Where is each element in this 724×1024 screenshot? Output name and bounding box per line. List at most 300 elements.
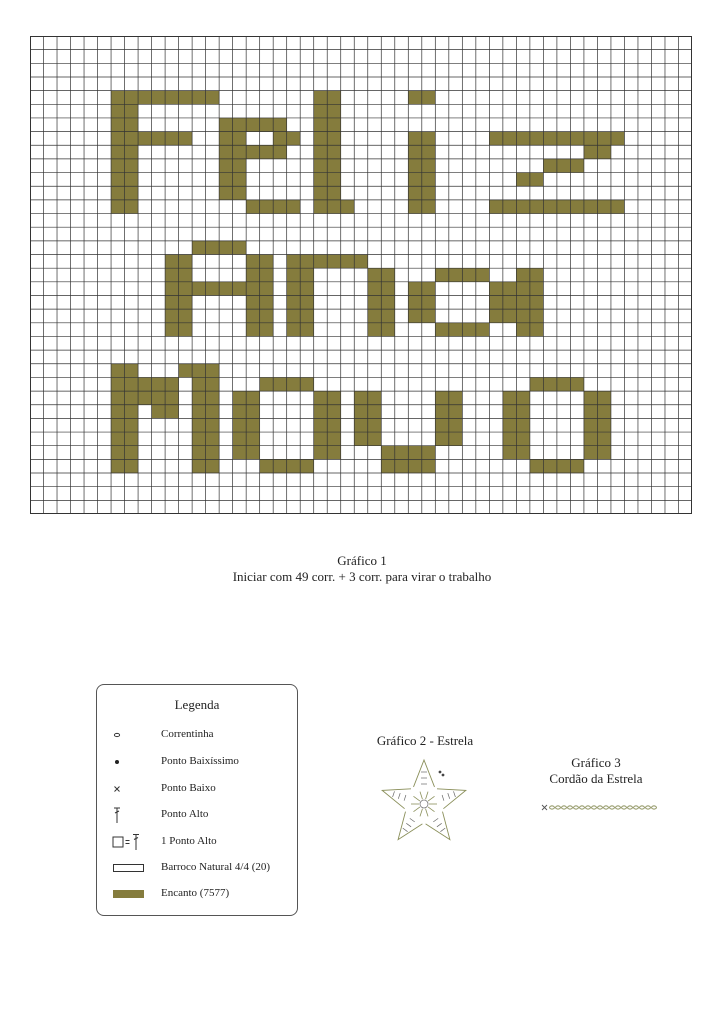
filled-cell	[327, 255, 341, 269]
filled-cell	[422, 446, 436, 460]
filled-cell	[138, 391, 152, 405]
filled-cell	[287, 268, 301, 282]
filled-cell	[273, 145, 287, 159]
filled-cell	[287, 282, 301, 296]
filled-cell	[125, 391, 139, 405]
graphic-1-title: Gráfico 1	[337, 553, 387, 568]
filled-cell	[152, 91, 166, 105]
filled-cell	[489, 295, 503, 309]
cord-chain-stitch	[556, 806, 561, 809]
filled-cell	[192, 405, 206, 419]
filled-cell	[125, 173, 139, 187]
filled-cell	[314, 118, 328, 132]
filled-cell	[111, 364, 125, 378]
filled-cell	[381, 282, 395, 296]
filled-cell	[287, 255, 301, 269]
filled-cell	[233, 418, 247, 432]
filled-cell	[503, 309, 517, 323]
filled-cell	[246, 405, 260, 419]
filled-cell	[165, 377, 179, 391]
filled-cell	[530, 309, 544, 323]
point-stitch	[398, 793, 400, 799]
filled-cell	[206, 446, 220, 460]
cord-chain-stitch	[640, 806, 645, 809]
filled-cell	[111, 91, 125, 105]
filled-cell	[327, 118, 341, 132]
filled-cell	[354, 255, 368, 269]
filled-cell	[219, 282, 233, 296]
filled-cell	[314, 432, 328, 446]
filled-cell	[179, 268, 193, 282]
filled-cell	[300, 255, 314, 269]
filled-cell	[300, 459, 314, 473]
filled-cell	[125, 418, 139, 432]
filled-cell	[273, 377, 287, 391]
filled-cell	[125, 200, 139, 214]
filled-cell	[368, 405, 382, 419]
filled-cell	[165, 309, 179, 323]
filled-cell	[125, 118, 139, 132]
filled-cell	[260, 459, 274, 473]
filled-cell	[516, 391, 530, 405]
filled-cell	[570, 459, 584, 473]
filled-cell	[516, 282, 530, 296]
point-stitch	[393, 791, 395, 797]
filled-cell	[422, 200, 436, 214]
filled-cell	[192, 432, 206, 446]
filled-cell	[570, 159, 584, 173]
star-point	[437, 789, 466, 809]
filled-cell	[314, 391, 328, 405]
filled-cell	[246, 446, 260, 460]
filled-cell	[597, 418, 611, 432]
filled-cell	[327, 405, 341, 419]
filled-cell	[233, 132, 247, 146]
filled-cell	[219, 159, 233, 173]
filled-cell	[422, 145, 436, 159]
filled-cell	[408, 295, 422, 309]
filled-cell	[246, 268, 260, 282]
filled-cell	[476, 323, 490, 337]
filled-cell	[111, 405, 125, 419]
point-stitch	[448, 793, 450, 799]
filled-cell	[449, 268, 463, 282]
cord-chain-stitch	[628, 806, 633, 809]
filled-cell	[314, 200, 328, 214]
inner-stitch	[426, 792, 428, 800]
graphic-1-instructions: Iniciar com 49 corr. + 3 corr. para virar o trabalho	[232, 569, 492, 584]
filled-cell	[516, 309, 530, 323]
filled-cell	[273, 132, 287, 146]
filled-cell	[314, 418, 328, 432]
filled-cell	[246, 118, 260, 132]
legend-item-chain	[109, 726, 294, 744]
point-stitch	[433, 818, 438, 822]
filled-cell	[165, 132, 179, 146]
filled-cell	[503, 446, 517, 460]
filled-cell	[435, 323, 449, 337]
filled-cell	[125, 132, 139, 146]
filled-cell	[516, 268, 530, 282]
point-stitch	[437, 823, 442, 827]
filled-cell	[584, 446, 598, 460]
filled-cell	[516, 173, 530, 187]
filled-cell	[557, 200, 571, 214]
filled-cell	[206, 418, 220, 432]
filled-cell	[260, 323, 274, 337]
filled-cell	[233, 145, 247, 159]
filled-cell	[192, 418, 206, 432]
point-stitch	[454, 791, 456, 797]
filled-cell	[557, 459, 571, 473]
point-stitch	[410, 818, 415, 822]
filled-cell	[422, 91, 436, 105]
filled-cell	[192, 282, 206, 296]
legend-label-double-crochet: Ponto Alto	[161, 808, 209, 820]
legend-item-square-dc	[109, 833, 294, 851]
filled-cell	[435, 405, 449, 419]
legend-item-single-crochet	[109, 780, 294, 798]
filled-cell	[530, 295, 544, 309]
filled-cell	[300, 309, 314, 323]
filled-cell	[530, 173, 544, 187]
filled-cell	[233, 118, 247, 132]
filled-cell	[287, 459, 301, 473]
filled-cell	[165, 391, 179, 405]
filled-cell	[368, 418, 382, 432]
filled-cell	[503, 200, 517, 214]
filled-cell	[530, 323, 544, 337]
filled-cell	[314, 91, 328, 105]
filled-cell	[111, 159, 125, 173]
filled-cell	[327, 418, 341, 432]
filled-cell	[597, 391, 611, 405]
filled-cell	[449, 405, 463, 419]
filled-cell	[584, 405, 598, 419]
filled-cell	[260, 309, 274, 323]
filled-cell	[381, 459, 395, 473]
filled-cell	[219, 241, 233, 255]
filled-cell	[408, 459, 422, 473]
filled-cell	[489, 282, 503, 296]
star-cord-diagram	[540, 801, 660, 815]
filled-cell	[233, 391, 247, 405]
filled-cell	[233, 432, 247, 446]
center-ring	[420, 800, 428, 808]
filled-cell	[111, 377, 125, 391]
filled-cell	[327, 159, 341, 173]
filled-cell	[125, 364, 139, 378]
filled-cell	[192, 364, 206, 378]
filled-cell	[233, 159, 247, 173]
legend-title: Legenda	[174, 697, 220, 712]
filled-cell	[327, 186, 341, 200]
filled-cell	[165, 323, 179, 337]
filled-cell	[300, 295, 314, 309]
filled-cell	[435, 418, 449, 432]
filled-cell	[314, 104, 328, 118]
filled-cell	[368, 295, 382, 309]
filled-cell	[341, 200, 355, 214]
olive-yarn-swatch-icon	[109, 885, 149, 903]
cord-chain-stitch	[652, 806, 657, 809]
filled-cell	[314, 255, 328, 269]
filled-cell	[408, 446, 422, 460]
filled-cell	[543, 132, 557, 146]
legend-label-slip-stitch: Ponto Baixíssimo	[161, 755, 239, 767]
filled-cell	[300, 377, 314, 391]
filled-cell	[327, 104, 341, 118]
filled-cell	[246, 282, 260, 296]
filled-cell	[152, 377, 166, 391]
cord-chain-stitch	[622, 806, 627, 809]
filled-cell	[111, 459, 125, 473]
square-equals-double-crochet-icon	[109, 833, 149, 851]
filled-cell	[408, 186, 422, 200]
filled-cell	[179, 282, 193, 296]
filled-cell	[395, 459, 409, 473]
cord-start-stitch	[542, 805, 547, 810]
filled-cell	[192, 241, 206, 255]
filled-cell	[179, 364, 193, 378]
filled-cell	[165, 282, 179, 296]
filled-cell	[300, 323, 314, 337]
filled-cell	[570, 132, 584, 146]
filled-cell	[408, 91, 422, 105]
filled-cell	[341, 255, 355, 269]
inner-stitch	[420, 792, 422, 800]
filled-cell	[327, 200, 341, 214]
filled-cell	[368, 391, 382, 405]
filled-cell	[111, 418, 125, 432]
filled-cell	[152, 391, 166, 405]
filled-cell	[543, 200, 557, 214]
filled-cell	[246, 200, 260, 214]
cord-chain-stitch	[598, 806, 603, 809]
filled-cell	[489, 200, 503, 214]
filled-cell	[314, 186, 328, 200]
filled-cell	[381, 446, 395, 460]
filled-cell	[219, 145, 233, 159]
white-yarn-swatch-icon	[109, 859, 149, 877]
filled-cell	[206, 391, 220, 405]
cord-chain-stitch	[604, 806, 609, 809]
filled-cell	[422, 295, 436, 309]
filled-cell	[260, 200, 274, 214]
cord-chain-stitch	[592, 806, 597, 809]
filled-cell	[422, 159, 436, 173]
filled-cell	[530, 200, 544, 214]
filled-cell	[557, 159, 571, 173]
filled-cell	[165, 91, 179, 105]
inner-stitch	[420, 809, 422, 817]
filled-cell	[246, 255, 260, 269]
filled-cell	[165, 405, 179, 419]
legend-item-natural-yarn	[109, 859, 294, 877]
filled-cell	[489, 132, 503, 146]
slip-stitch-icon	[109, 753, 149, 771]
filled-cell	[449, 418, 463, 432]
inner-stitch	[428, 807, 434, 812]
filled-cell	[179, 295, 193, 309]
point-stitch	[442, 795, 444, 801]
filled-cell	[435, 268, 449, 282]
filled-cell	[179, 309, 193, 323]
filled-cell	[408, 132, 422, 146]
cord-chain-stitch	[616, 806, 621, 809]
filled-cell	[368, 282, 382, 296]
filled-cell	[368, 268, 382, 282]
filled-cell	[219, 118, 233, 132]
inner-stitch	[426, 809, 428, 817]
filled-cell	[246, 432, 260, 446]
filled-cell	[219, 132, 233, 146]
filled-cell	[219, 186, 233, 200]
legend-item-double-crochet	[109, 806, 294, 824]
filled-cell	[152, 405, 166, 419]
filled-cell	[543, 377, 557, 391]
filled-cell	[597, 432, 611, 446]
point-stitch	[403, 828, 408, 832]
star-motif-diagram	[374, 756, 474, 852]
graphic-3-title: Gráfico 3	[571, 755, 621, 770]
filled-cell	[449, 432, 463, 446]
filled-cell	[246, 323, 260, 337]
filled-cell	[530, 377, 544, 391]
filled-cell	[260, 295, 274, 309]
filled-cell	[422, 282, 436, 296]
cord-chain-stitch	[574, 806, 579, 809]
filled-cell	[408, 309, 422, 323]
filled-cell	[165, 255, 179, 269]
filled-cell	[206, 405, 220, 419]
filled-cell	[314, 173, 328, 187]
filled-cell	[300, 268, 314, 282]
filled-cell	[503, 391, 517, 405]
double-crochet-icon	[109, 806, 149, 824]
filled-cell	[422, 132, 436, 146]
filled-cell	[192, 377, 206, 391]
filled-cell	[584, 132, 598, 146]
filled-cell	[449, 323, 463, 337]
filled-cell	[597, 200, 611, 214]
filled-cell	[584, 432, 598, 446]
filled-cell	[138, 91, 152, 105]
filled-cell	[611, 200, 625, 214]
filled-cell	[206, 91, 220, 105]
slip-stitch-mark	[442, 774, 445, 777]
single-crochet-icon	[109, 780, 149, 798]
filled-cell	[354, 418, 368, 432]
filled-cell	[489, 309, 503, 323]
inner-stitch	[413, 796, 419, 801]
filled-cell	[435, 432, 449, 446]
filled-cell	[422, 186, 436, 200]
filled-cell	[138, 132, 152, 146]
filled-cell	[516, 405, 530, 419]
filled-cell	[584, 391, 598, 405]
filled-cell	[287, 309, 301, 323]
legend-label-single-crochet: Ponto Baixo	[161, 782, 216, 794]
filled-cell	[125, 432, 139, 446]
filled-cell	[314, 145, 328, 159]
filled-cell	[449, 391, 463, 405]
filled-cell	[516, 418, 530, 432]
filled-cell	[516, 432, 530, 446]
filled-cell	[192, 446, 206, 460]
filled-cell	[111, 132, 125, 146]
filled-cell	[503, 132, 517, 146]
filled-cell	[111, 186, 125, 200]
filled-cell	[327, 173, 341, 187]
point-stitch	[406, 823, 411, 827]
filled-cell	[273, 200, 287, 214]
filled-cell	[111, 104, 125, 118]
legend-box	[96, 684, 298, 916]
filled-cell	[233, 446, 247, 460]
filled-cell	[422, 459, 436, 473]
filled-cell	[327, 446, 341, 460]
filled-cell	[422, 173, 436, 187]
star-point	[414, 760, 435, 787]
filled-cell	[233, 173, 247, 187]
legend-item-slip-stitch	[109, 753, 294, 771]
filled-cell	[111, 432, 125, 446]
filled-cell	[516, 132, 530, 146]
cord-chain-stitch	[634, 806, 639, 809]
legend-label-square-dc: 1 Ponto Alto	[161, 835, 217, 847]
filled-cell	[152, 132, 166, 146]
filled-cell	[462, 268, 476, 282]
filled-cell	[111, 145, 125, 159]
filled-cell	[516, 295, 530, 309]
filled-cell	[584, 418, 598, 432]
filled-cell	[246, 418, 260, 432]
filled-cell	[570, 200, 584, 214]
filled-cell	[260, 377, 274, 391]
filled-cell	[611, 132, 625, 146]
filled-cell	[476, 268, 490, 282]
inner-stitch	[428, 796, 434, 801]
filled-cell	[408, 145, 422, 159]
crochet-grid-chart	[30, 36, 692, 514]
filled-cell	[543, 159, 557, 173]
filled-cell	[111, 173, 125, 187]
cord-chain-stitch	[562, 806, 567, 809]
filled-cell	[125, 145, 139, 159]
filled-cell	[408, 159, 422, 173]
filled-cell	[381, 295, 395, 309]
filled-cell	[192, 459, 206, 473]
filled-cell	[125, 186, 139, 200]
star-point	[426, 812, 450, 840]
cord-chain-stitch	[568, 806, 573, 809]
filled-cell	[503, 295, 517, 309]
filled-cell	[327, 132, 341, 146]
filled-cell	[260, 118, 274, 132]
filled-cell	[206, 377, 220, 391]
cord-chain-stitch	[610, 806, 615, 809]
filled-cell	[287, 323, 301, 337]
filled-cell	[206, 459, 220, 473]
filled-cell	[503, 418, 517, 432]
filled-cell	[125, 459, 139, 473]
point-stitch	[404, 795, 406, 801]
filled-cell	[125, 104, 139, 118]
filled-cell	[314, 159, 328, 173]
filled-cell	[597, 446, 611, 460]
legend-item-olive-yarn	[109, 885, 294, 903]
